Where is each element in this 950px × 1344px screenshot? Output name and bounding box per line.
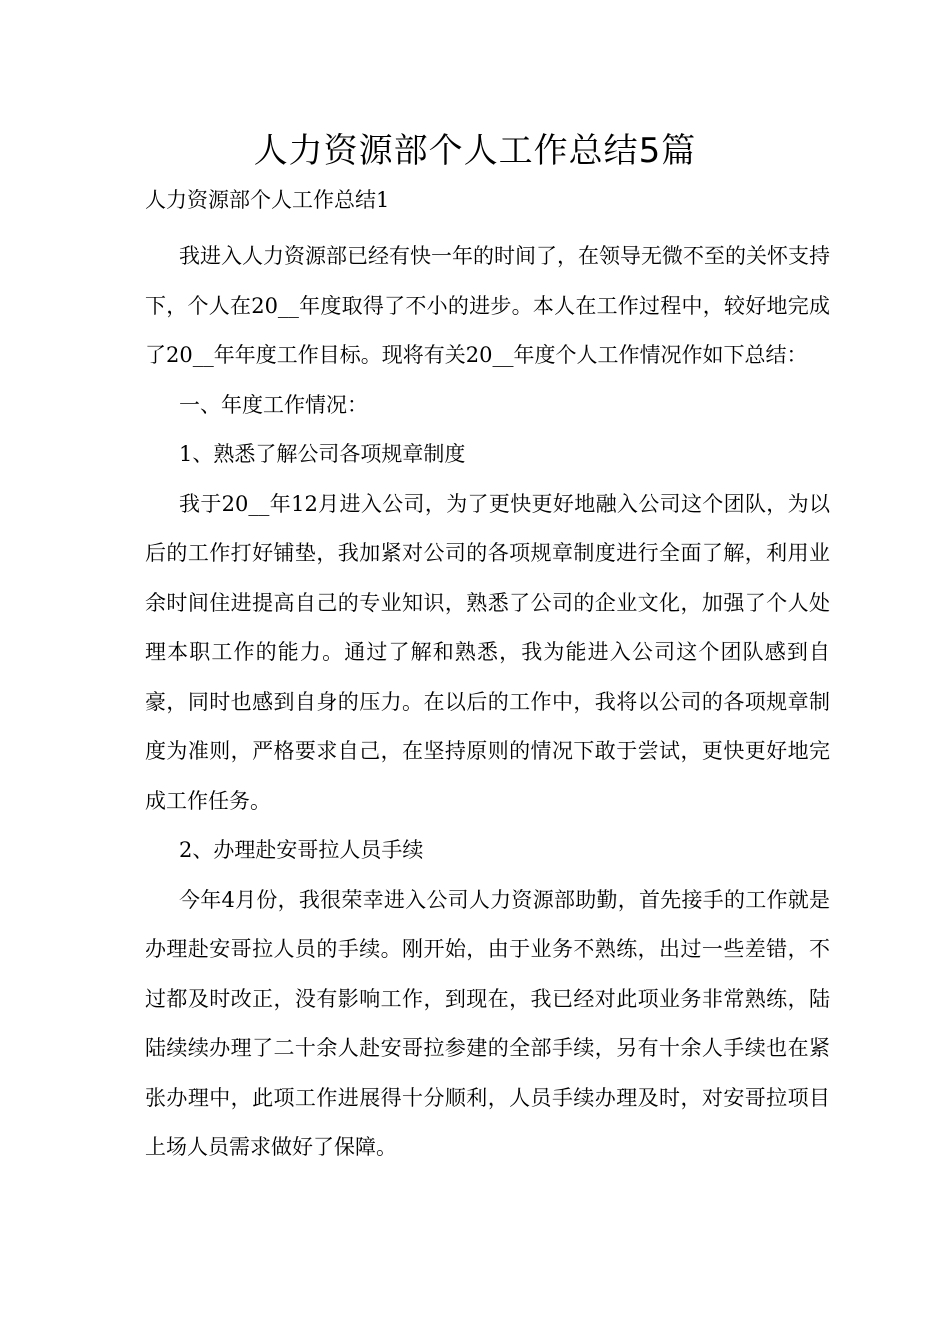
paragraph-heading-annual: 一、年度工作情况： <box>179 392 368 417</box>
section-subtitle: 人力资源部个人工作总结1 <box>145 188 390 212</box>
document-body <box>145 232 830 1173</box>
paragraph-angola: 今年4月份，我很荣幸进入公司人力资源部助勤，首先接手的工作就是办理赴安哥拉人员的手续。刚开始，由于业务不熟练，出过一些差错，不过都及时改正，没有影响工作，到现在，我已经对此项业务非常熟练，陆陆续续办理了二十余人赴安哥拉参建的全部手续，另有十余人手续也在紧张办理中，此项工作进展得十分顺利，人员手续办理及时，对安哥拉项目上场人员需求做好了保障。 <box>145 887 830 1159</box>
paragraph-intro: 我进入人力资源部已经有快一年的时间了，在领导无微不至的关怀支持下，个人在20__年度取得了不小的进步。本人在工作过程中，较好地完成了20__年年度工作目标。现将有关20__年度个人工作情况作如下总结： <box>145 244 830 367</box>
document-title: 人力资源部个人工作总结5篇 <box>253 131 697 171</box>
paragraph-heading-angola: 2、办理赴安哥拉人员手续 <box>179 838 424 862</box>
paragraph-heading-rules: 1、熟悉了解公司各项规章制度 <box>179 442 466 466</box>
paragraph-rules: 我于20__年12月进入公司，为了更快更好地融入公司这个团队，为以后的工作打好铺垫，我加紧对公司的各项规章制度进行全面了解，利用业余时间住进提高自己的专业知识，熟悉了公司的企业文化，加强了个人处理本职工作的能力。通过了解和熟悉，我为能进入公司这个团队感到自豪，同时也感到自身的压力。在以后的工作中，我将以公司的各项规章制度为准则，严格要求自己，在坚持原则的情况下敢于尝试，更快更好地完成工作任务。 <box>145 491 830 813</box>
